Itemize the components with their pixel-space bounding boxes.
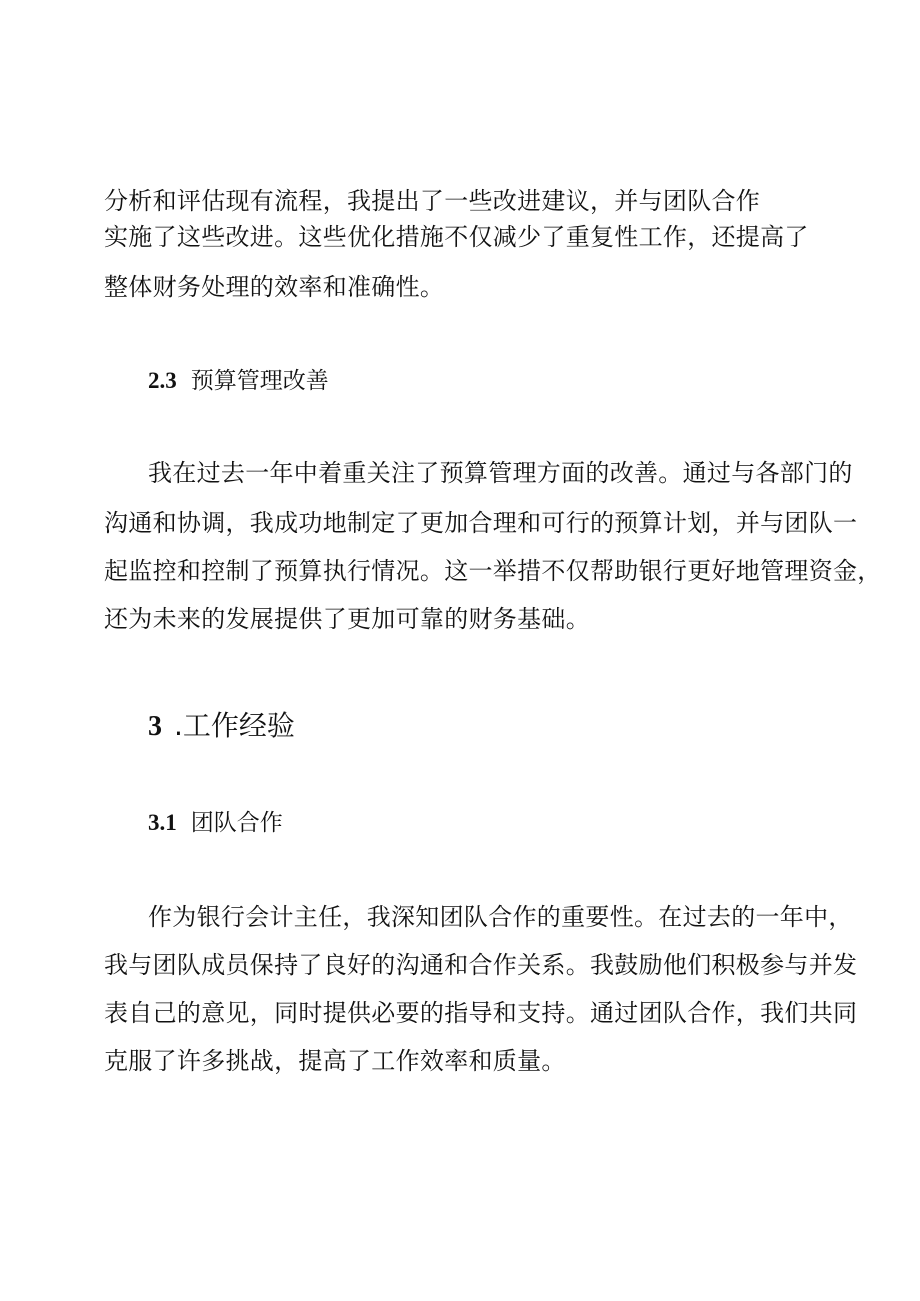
paragraph-line: 还为未来的发展提供了更加可靠的财务基础。 (104, 605, 590, 633)
section-number: 3 (148, 711, 162, 742)
section-heading-3-1 (148, 808, 283, 838)
paragraph-line: 作为银行会计主任，我深知团队合作的重要性。在过去的一年中， (148, 903, 853, 931)
paragraph-line: 我在过去一年中着重关注了预算管理方面的改善。通过与各部门的 (148, 459, 853, 487)
section-title: 预算管理改善 (190, 368, 329, 394)
paragraph-line: 整体财务处理的效率和准确性。 (104, 273, 445, 301)
paragraph-line: 分析和评估现有流程，我提出了一些改进建议，并与团队合作 (104, 187, 761, 215)
section-number: 3.1 (148, 810, 177, 835)
section-heading-2-3 (148, 366, 329, 396)
paragraph-line: 表自己的意见，同时提供必要的指导和支持。通过团队合作，我们共同 (104, 999, 858, 1027)
section-title: .工作经验 (174, 709, 295, 742)
paragraph-line: 克服了许多挑战，提高了工作效率和质量。 (104, 1047, 566, 1075)
paragraph-line: 沟通和协调，我成功地制定了更加合理和可行的预算计划，并与团队一 (104, 509, 858, 537)
paragraph-line: 实施了这些改进。这些优化措施不仅减少了重复性工作，还提高了 (104, 223, 809, 251)
section-number: 2.3 (148, 368, 177, 393)
paragraph-line: 我与团队成员保持了良好的沟通和合作关系。我鼓励他们积极参与并发 (104, 951, 858, 979)
section-title: 团队合作 (190, 810, 283, 836)
paragraph-line: 起监控和控制了预算执行情况。这一举措不仅帮助银行更好地管理资金， (104, 557, 882, 585)
section-heading-3 (148, 708, 295, 745)
